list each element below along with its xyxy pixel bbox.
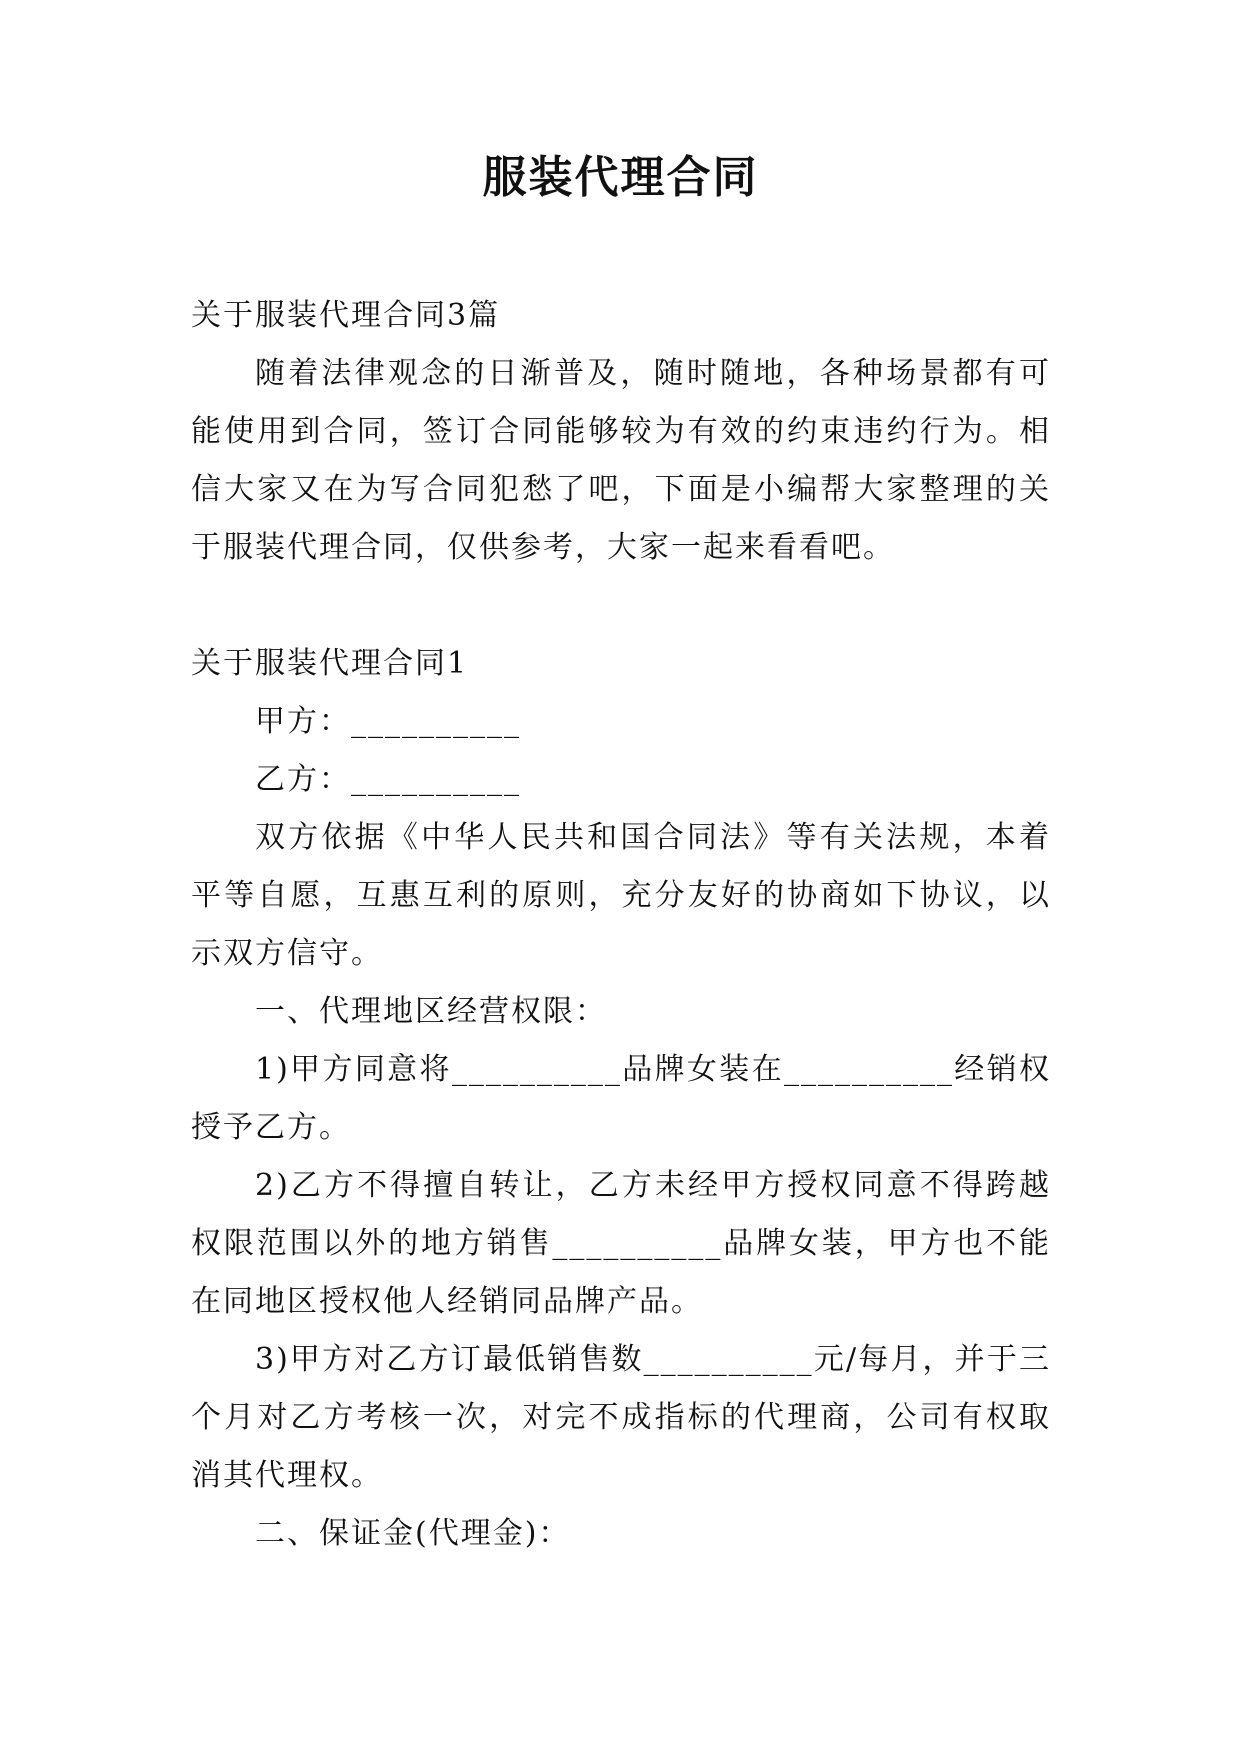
clause-1-title: 一、代理地区经营权限： xyxy=(255,994,607,1029)
intro-paragraph: 随着法律观念的日渐普及，随时随地，各种场景都有可能使用到合同，签订合同能够较为有效的约束违约行为。相信大家又在为写合同犯愁了吧，下面是小编帮大家整理的关于服装代理合同，仅供参考，大家一起来看看吧。 xyxy=(191,356,1051,565)
clause-2-title: 二、保证金(代理金)： xyxy=(255,1516,571,1551)
document-body xyxy=(191,287,1051,1563)
preamble-paragraph: 双方依据《中华人民共和国合同法》等有关法规，本着平等自愿，互惠互利的原则，充分友好的协商如下协议，以示双方信守。 xyxy=(191,820,1051,971)
section-heading: 关于服装代理合同1 xyxy=(191,646,469,681)
clause-1-item-3: 3)甲方对乙方订最低销售数__________元/每月，并于三个月对乙方考核一次，对完不成指标的代理商，公司有权取消其代理权。 xyxy=(191,1342,1051,1493)
clause-1-item-2: 2)乙方不得擅自转让，乙方未经甲方授权同意不得跨越权限范围以外的地方销售__________品牌女装，甲方也不能在同地区授权他人经销同品牌产品。 xyxy=(191,1168,1051,1319)
party-a-line: 甲方：__________ xyxy=(255,704,521,739)
party-b-line: 乙方：__________ xyxy=(255,762,521,797)
document-title: 服装代理合同 xyxy=(482,152,759,203)
intro-heading: 关于服装代理合同3篇 xyxy=(191,298,501,333)
clause-1-item-1: 1)甲方同意将__________品牌女装在__________经销权授予乙方。 xyxy=(191,1052,1051,1145)
